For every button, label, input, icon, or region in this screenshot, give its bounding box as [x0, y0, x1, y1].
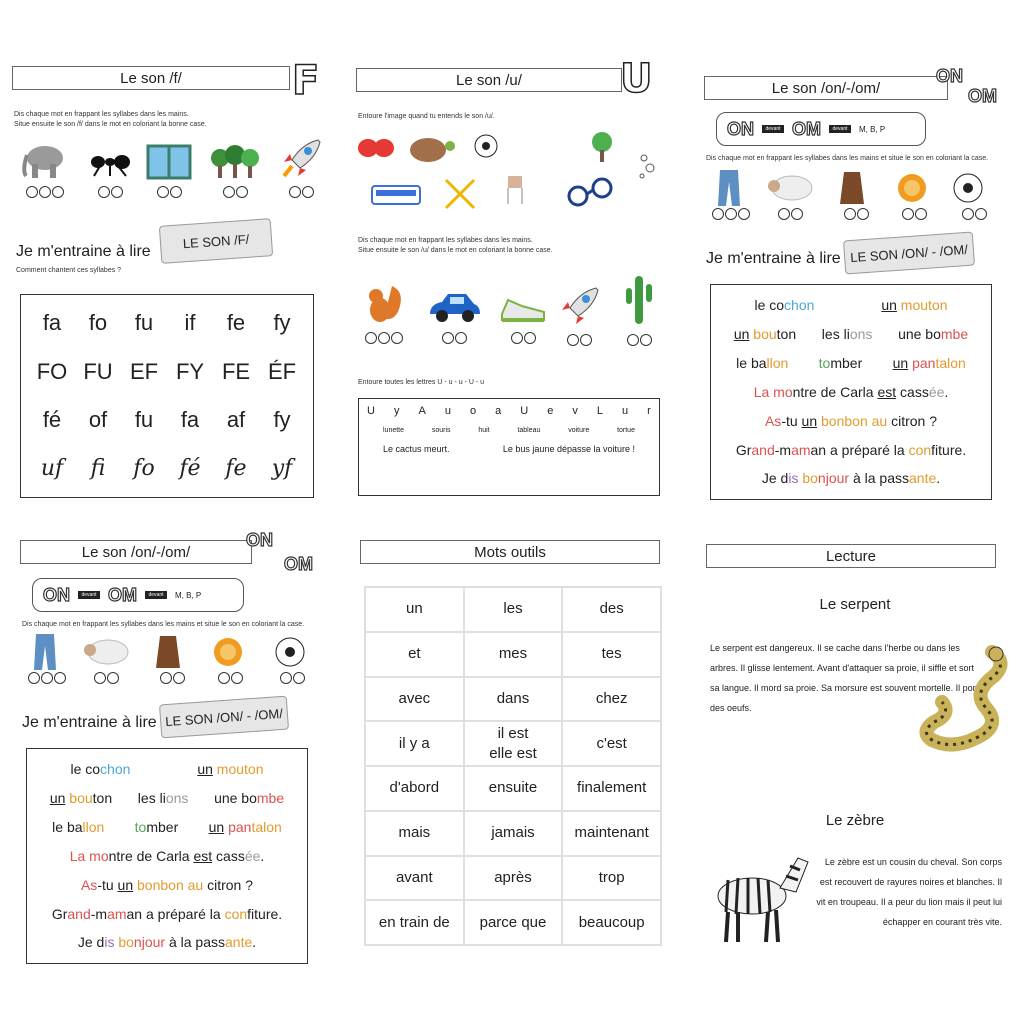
logo-om: OM: [284, 554, 313, 574]
syllable-circles[interactable]: [280, 672, 305, 684]
word-cell: chez: [562, 677, 661, 722]
words-row: lunette souris huit tableau voiture tortue: [383, 427, 635, 434]
reading-box: le cochon un mouton un bouton les lions une bombe le ballon tomber un pantalon La montre de Carla est cassée. As-tu un bonbon au citron ? Grand-maman a préparé la confiture. Je dis bonjour à la passante.: [26, 748, 308, 964]
syllable-circles[interactable]: [442, 332, 467, 344]
soccer-ball-icon: [954, 174, 982, 202]
bus-icon: [372, 186, 420, 204]
car-icon: [426, 290, 482, 326]
sheet-title: Le son /u/: [356, 68, 622, 92]
zebra-icon: [704, 838, 816, 948]
picture-car: [426, 290, 482, 344]
picture-row-top: [358, 128, 658, 216]
instruction-top: Entoure l'image quand tu entends le son /u/.: [358, 113, 495, 120]
cactus-icon: [622, 272, 656, 328]
syllable-cell: of: [88, 407, 108, 433]
syllable-cell-cursive: fe: [225, 456, 247, 482]
syllable-cell-cursive: uf: [40, 456, 64, 482]
syllable-grid: [20, 294, 314, 498]
section-tag: LE SON /F/: [159, 218, 273, 264]
syllable-circles[interactable]: [844, 208, 869, 220]
picture-squirrel: [362, 282, 406, 344]
syllable-cell: fe: [226, 310, 246, 336]
picture-forest: [210, 144, 260, 198]
syllable-circles[interactable]: [289, 186, 314, 198]
instructions-mid: Dis chaque mot en frappant les syllabes dans les mains. Situe ensuite le son /u/ dans le mot en coloriant la bonne case.: [358, 237, 553, 254]
soccer-ball-icon: [475, 135, 497, 157]
word-cell: les: [464, 587, 563, 632]
sheet-lecture: [686, 512, 1024, 982]
picture-rocket: [556, 284, 602, 346]
instruction: Dis chaque mot en frappant les syllabes dans les mains et situe le son en coloriant la case.: [22, 621, 305, 628]
sheep-icon: [84, 640, 128, 664]
syllable-cell: fy: [273, 310, 291, 336]
sheet-mots-outils: [342, 512, 682, 982]
logo-on: ON: [936, 66, 963, 86]
chair-icon: [508, 176, 522, 204]
jeans-icon: [34, 634, 56, 670]
syllable-cell: if: [184, 310, 196, 336]
word-cell: il est elle est: [464, 721, 563, 766]
word-cell: des: [562, 587, 661, 632]
lion-icon: [898, 174, 926, 202]
syllable-cell-cursive: fé: [179, 456, 201, 482]
syllable-cell: FY: [175, 358, 205, 384]
words-table: [364, 586, 662, 946]
moon-icon: [537, 134, 556, 163]
picture-window: [146, 144, 192, 198]
syllable-cell: fy: [273, 407, 291, 433]
big-letter-u: U: [620, 56, 653, 102]
picture-elephant: [20, 140, 70, 198]
instructions: Dis chaque mot en frappant les syllabes dans les mains. Situe ensuite le son /f/ dans le mot en coloriant la bonne case.: [14, 111, 207, 128]
syllable-circles[interactable]: [778, 208, 803, 220]
syllable-cell: fu: [134, 407, 154, 433]
syllable-circles[interactable]: [218, 672, 243, 684]
word-cell: beaucoup: [562, 900, 661, 945]
syllable-circles[interactable]: [365, 332, 403, 344]
sheet-title: Lecture: [706, 544, 996, 568]
picture-row: [28, 632, 328, 672]
forest-icon: [210, 144, 260, 180]
picture-sneaker: [498, 292, 548, 344]
syllable-cell: fa: [180, 407, 200, 433]
word-cell: d'abord: [365, 766, 464, 811]
word-cell: un: [365, 587, 464, 632]
letters-row: U y A u o a U e v L u r: [367, 405, 651, 417]
logo-om: OM: [968, 86, 997, 106]
sheet-title: Le son /f/: [12, 66, 290, 90]
rule-box: ON devant OM devant M, B, P: [716, 112, 926, 146]
word-cell: en train de: [365, 900, 464, 945]
syllable-cell-cursive: yf: [271, 456, 293, 482]
squirrel-icon: [362, 282, 406, 326]
syllable-circles[interactable]: [157, 186, 182, 198]
picture-cactus: [622, 272, 656, 346]
vest-icon: [156, 636, 180, 668]
syllable-circles[interactable]: [627, 334, 652, 346]
sentences-row: Le cactus meurt. Le bus jaune dépasse la voiture !: [383, 444, 635, 454]
syllable-circles[interactable]: [26, 186, 64, 198]
instruction-letters: Entoure toutes les lettres U - u - u - U - u: [358, 379, 485, 386]
lion-icon: [214, 638, 242, 666]
jeans-icon: [718, 170, 740, 206]
elephant-icon: [20, 140, 70, 180]
sheet-title: Le son /on/-/om/: [20, 540, 252, 564]
sheet-title: Mots outils: [360, 540, 660, 564]
word-cell: finalement: [562, 766, 661, 811]
syllable-cell-cursive: fi: [90, 456, 106, 482]
word-cell: avant: [365, 856, 464, 901]
section-tag: LE SON /ON/ - /OM/: [843, 232, 975, 275]
rocket-icon: [556, 284, 602, 328]
syllable-circles[interactable]: [712, 208, 750, 220]
question: Comment chantent ces syllabes ?: [16, 267, 122, 274]
logo-on: ON: [246, 530, 273, 550]
syllable-circles[interactable]: [98, 186, 123, 198]
syllable-cell-cursive: fo: [133, 456, 155, 482]
picture-rocket: [278, 136, 324, 198]
rocket-icon: [278, 136, 324, 180]
syllable-cell: fé: [42, 407, 62, 433]
rule-box: ON devant OM devant M, B, P: [32, 578, 244, 612]
sheep-icon: [768, 176, 812, 200]
instruction: Dis chaque mot en frappant les syllabes dans les mains et situe le son en coloriant la case.: [706, 155, 989, 162]
word-cell: tes: [562, 632, 661, 677]
word-cell: après: [464, 856, 563, 901]
sneaker-icon: [498, 292, 548, 326]
scissors-icon: [446, 180, 474, 208]
syllable-cell: fu: [134, 310, 154, 336]
glasses-icon: [569, 179, 611, 205]
section-subtitle: Je m'entraine à lire: [22, 714, 157, 731]
vest-icon: [840, 172, 864, 204]
sheet-title: Le son /on/-/om/: [704, 76, 948, 100]
syllable-cell: FE: [221, 358, 251, 384]
syllable-circles[interactable]: [962, 208, 987, 220]
syllable-circles[interactable]: [223, 186, 248, 198]
story-title-zebre: Le zèbre: [825, 812, 885, 829]
sheet-son-on-copy: [0, 512, 340, 982]
big-letter-f: F: [292, 58, 320, 104]
syllable-circles[interactable]: [902, 208, 927, 220]
syllable-circles[interactable]: [567, 334, 592, 346]
story-text-serpent: Le serpent est dangereux. Il se cache dans l'herbe ou dans les arbres. Il glisse lentement. Avant d'attaquer sa proie, il siffle et sort sa langue. Il mord sa proie. Sa morsure est souvent mortelle. Il pond des oeufs.: [710, 643, 983, 713]
syllable-circles[interactable]: [511, 332, 536, 344]
window-icon: [146, 144, 192, 180]
syllable-cell: EF: [129, 358, 159, 384]
letters-box: [358, 398, 660, 496]
syllable-cell: FO: [36, 358, 68, 384]
section-tag: LE SON /ON/ - /OM/: [159, 696, 289, 739]
turtle-icon: [410, 138, 455, 162]
word-cell: et: [365, 632, 464, 677]
word-cell: mais: [365, 811, 464, 856]
tree-icon: [592, 132, 612, 162]
section-subtitle: Je m'entraine à lire: [16, 243, 151, 260]
picture-ant: [88, 148, 132, 198]
sheet-son-on: [686, 40, 1024, 510]
butterfly-icon: [358, 139, 394, 157]
ant-icon: [88, 148, 132, 180]
word-cell: mes: [464, 632, 563, 677]
word-cell: avec: [365, 677, 464, 722]
word-cell: c'est: [562, 721, 661, 766]
syllable-circles[interactable]: [94, 672, 119, 684]
sheet-son-u: [342, 40, 682, 510]
syllable-cell: FU: [83, 358, 113, 384]
section-subtitle: Je m'entraine à lire: [706, 250, 841, 267]
bubbles-icon: [640, 155, 654, 178]
syllable-cell: fa: [42, 310, 62, 336]
word-cell: trop: [562, 856, 661, 901]
word-cell: ensuite: [464, 766, 563, 811]
syllable-circles[interactable]: [160, 672, 185, 684]
sheet-son-f: [0, 40, 340, 510]
syllable-circles[interactable]: [28, 672, 66, 684]
soccer-ball-icon: [276, 638, 304, 666]
word-cell: dans: [464, 677, 563, 722]
syllable-cell: ÉF: [267, 358, 297, 384]
word-cell: parce que: [464, 900, 563, 945]
syllable-cell: fo: [88, 310, 108, 336]
story-text-zebre: Le zèbre est un cousin du cheval. Son corps est recouvert de rayures noires et blanches. Il vit en troupeau. Il a peur du lion mais il peut lui échapper en courant très vite.: [816, 857, 1002, 927]
word-cell: maintenant: [562, 811, 661, 856]
syllable-cell: af: [226, 407, 246, 433]
word-cell: jamais: [464, 811, 563, 856]
word-cell: il y a: [365, 721, 464, 766]
picture-row: [712, 168, 1012, 208]
snake-icon: [912, 642, 1008, 758]
reading-box: le cochon un mouton un bouton les lions une bombe le ballon tomber un pantalon La montre de Carla est cassée. As-tu un bonbon au citron ? Grand-maman a préparé la confiture. Je dis bonjour à la passante.: [710, 284, 992, 500]
story-title-serpent: Le serpent: [819, 596, 891, 613]
